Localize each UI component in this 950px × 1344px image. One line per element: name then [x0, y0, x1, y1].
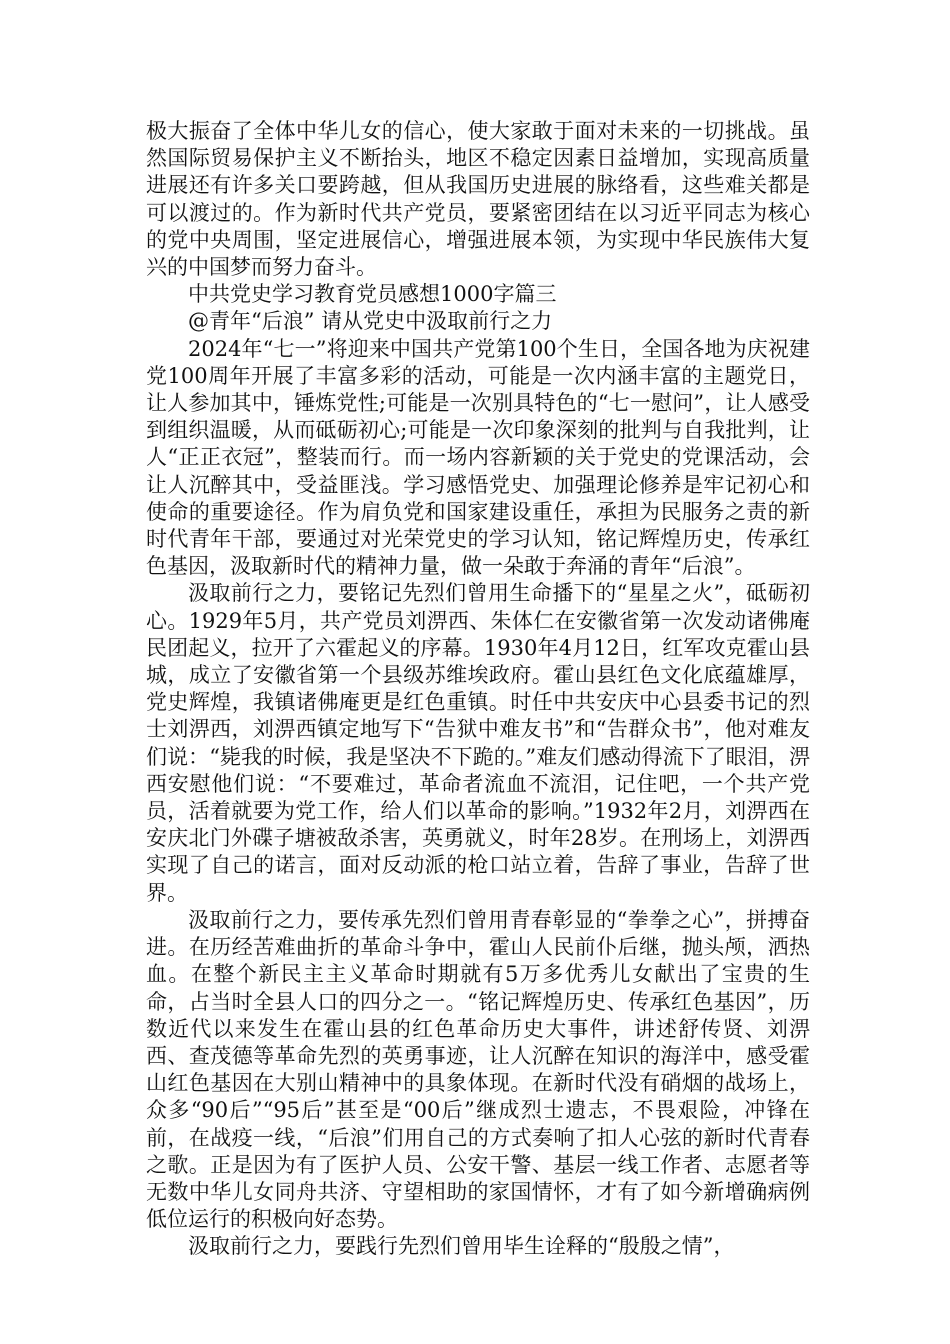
paragraph: 汲取前行之力，要传承先烈们曾用青春彰显的“拳拳之心”，拼搏奋进。在历经苦难曲折的革命斗争中，霍山人民前仆后继，抛头颅，洒热血。在整个新民主主义革命时期就有5万多优秀儿女献出了宝贵的生命，占当时全县人口的四分之一。“铭记辉煌历史、传承红色基因”，历数近代以来发生在霍山县的红色革命历史大事件，讲述舒传贤、刘淠西、查茂德等革命先烈的英勇事迹，让人沉醉在知识的海洋中，感受霍山红色基因在大别山精神中的具象体现。在新时代没有硝烟的战场上，众多“90后”“95后”甚至是“00后”继成烈士遗志，不畏艰险，冲锋在前，在战疫一线，“后浪”们用自己的方式奏响了扣人心弦的新时代青春之歌。正是因为有了医护人员、公安干警、基层一线工作者、志愿者等无数中华儿女同舟共济、守望相助的家国情怀，才有了如今新增确病例低位运行的积极向好态势。 — [146, 907, 810, 1232]
document-body — [146, 118, 810, 1261]
paragraph: 汲取前行之力，要践行先烈们曾用毕生诠释的“殷殷之情”， — [188, 1234, 735, 1259]
section-subtitle: @青年“后浪” 请从党史中汲取前行之力 — [188, 309, 553, 334]
paragraph: 2024年“七一”将迎来中国共产党第100个生日，全国各地为庆祝建党100周年开展了丰富多彩的活动，可能是一次内涵丰富的主题党日，让人参加其中，锤炼党性;可能是一次别具特色的“七一慰问”，让人感受到组织温暖，从而砥砺初心;可能是一次印象深刻的批判与自我批判，让人“正正衣冠”，整装而行。而一场内容新颖的关于党史的党课活动，会让人沉醉其中，受益匪浅。学习感悟党史、加强理论修养是牢记初心和使命的重要途径。作为肩负党和国家建设重任，承担为民服务之责的新时代青年干部，要通过对光荣党史的学习认知，铭记辉煌历史，传承红色基因，汲取新时代的精神力量，做一朵敢于奔涌的青年“后浪”。 — [146, 336, 810, 579]
paragraph: 汲取前行之力，要铭记先烈们曾用生命播下的“星星之火”，砥砺初心。1929年5月，共产党员刘淠西、朱体仁在安徽省第一次发动诸佛庵民团起义，拉开了六霍起义的序幕。1930年4月12日，红军攻克霍山县城，成立了安徽省第一个县级苏维埃政府。霍山县红色文化底蕴雄厚，党史辉煌，我镇诸佛庵更是红色重镇。时任中共安庆中心县委书记的烈士刘淠西，刘淠西镇定地写下“告狱中难友书”和“告群众书”，他对难友们说：“毙我的时候，我是坚决不下跪的。”难友们感动得流下了眼泪，淠西安慰他们说：“不要难过，革命者流血不流泪，记住吧，一个共产党员，活着就要为党工作，给人们以革命的影响。”1932年2月，刘淠西在安庆北门外碟子塘被敌杀害，英勇就义，时年28岁。在刑场上，刘淠西实现了自己的诺言，面对反动派的枪口站立着，告辞了事业，告辞了世界。 — [146, 581, 810, 905]
paragraph-continuation: 极大振奋了全体中华儿女的信心，使大家敢于面对未来的一切挑战。虽然国际贸易保护主义不断抬头，地区不稳定因素日益增加，实现高质量进展还有许多关口要跨越，但从我国历史进展的脉络看，这些难关都是可以渡过的。作为新时代共产党员，要紧密团结在以习近平同志为核心的党中央周围，坚定进展信心，增强进展本领，为实现中华民族伟大复兴的中国梦而努力奋斗。 — [146, 119, 810, 280]
section-title: 中共党史学习教育党员感想1000字篇三 — [188, 282, 557, 307]
